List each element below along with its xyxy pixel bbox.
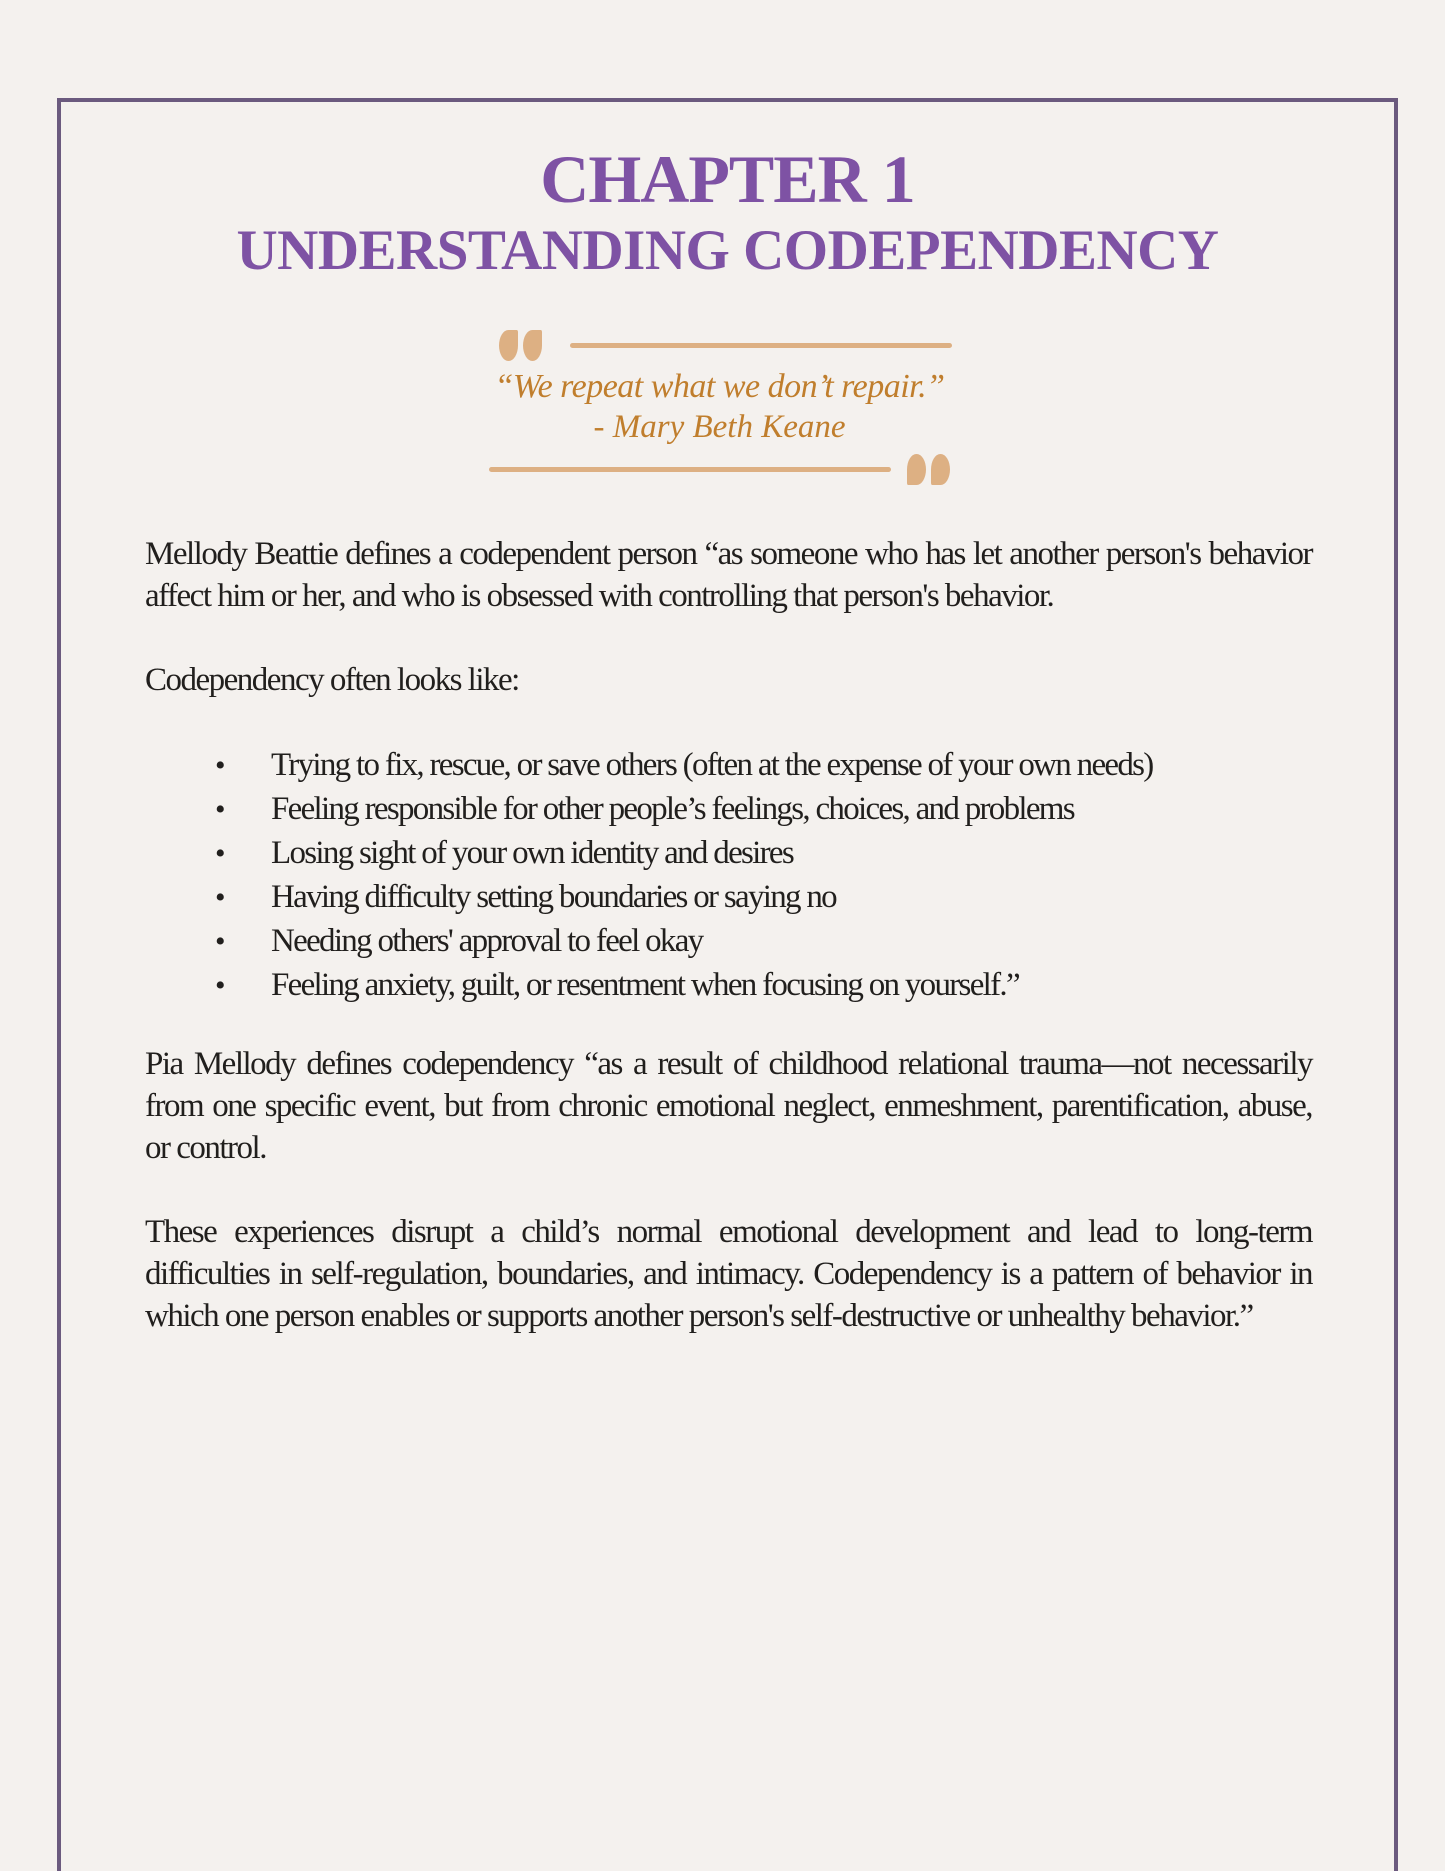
body-text — [145, 533, 1312, 1337]
paragraph-experiences: These experiences disrupt a child’s normal emotional development and lead to long-term difficulties in self-regulation, boundaries, and intimacy. Codependency is a pattern of behavior in which one person enables or supports another person's self-destructive or unhealthy behavior.” — [145, 1214, 1312, 1334]
list-item: • Losing sight of your own identity and desires — [271, 831, 1312, 875]
quote-attribution: - Mary Beth Keane — [593, 409, 846, 445]
list-item: • Needing others' approval to feel okay — [271, 919, 1312, 963]
chapter-subtitle: UNDERSTANDING CODEPENDENCY — [236, 219, 1219, 282]
quote-bottom-row — [489, 454, 951, 485]
list-item: • Feeling anxiety, guilt, or resentment when focusing on yourself.” — [271, 963, 1312, 1007]
list-item: • Having difficulty setting boundaries or saying no — [271, 875, 1312, 919]
quote-divider-top — [570, 343, 952, 348]
quote-text: “We repeat what we don’t repair.” — [494, 368, 945, 405]
list-item: • Feeling responsible for other people’s feelings, choices, and problems — [271, 787, 1312, 831]
codependency-signs-list — [145, 743, 1312, 1007]
quote-top-row — [489, 330, 951, 361]
list-item: • Trying to fix, rescue, or save others (often at the expense of your own needs) — [271, 743, 1312, 787]
close-quote-icon — [907, 454, 950, 485]
page-border-frame — [57, 98, 1398, 1871]
quote-divider-bottom — [489, 467, 891, 472]
open-quote-icon — [499, 330, 542, 361]
quote-block — [489, 330, 951, 485]
paragraph-mellody-definition: Pia Mellody defines codependency “as a result of childhood relational trauma—not necessarily from one specific event, but from chronic emotional neglect, enmeshment, parentification, abuse, or control. — [145, 1046, 1312, 1166]
paragraph-beattie-definition: Mellody Beattie defines a codependent person “as someone who has let another person's behavior affect him or her, and who is obsessed with controlling that person's behavior. — [145, 536, 1312, 614]
list-intro: Codependency often looks like: — [145, 662, 519, 698]
chapter-title: CHAPTER 1 — [540, 141, 915, 217]
